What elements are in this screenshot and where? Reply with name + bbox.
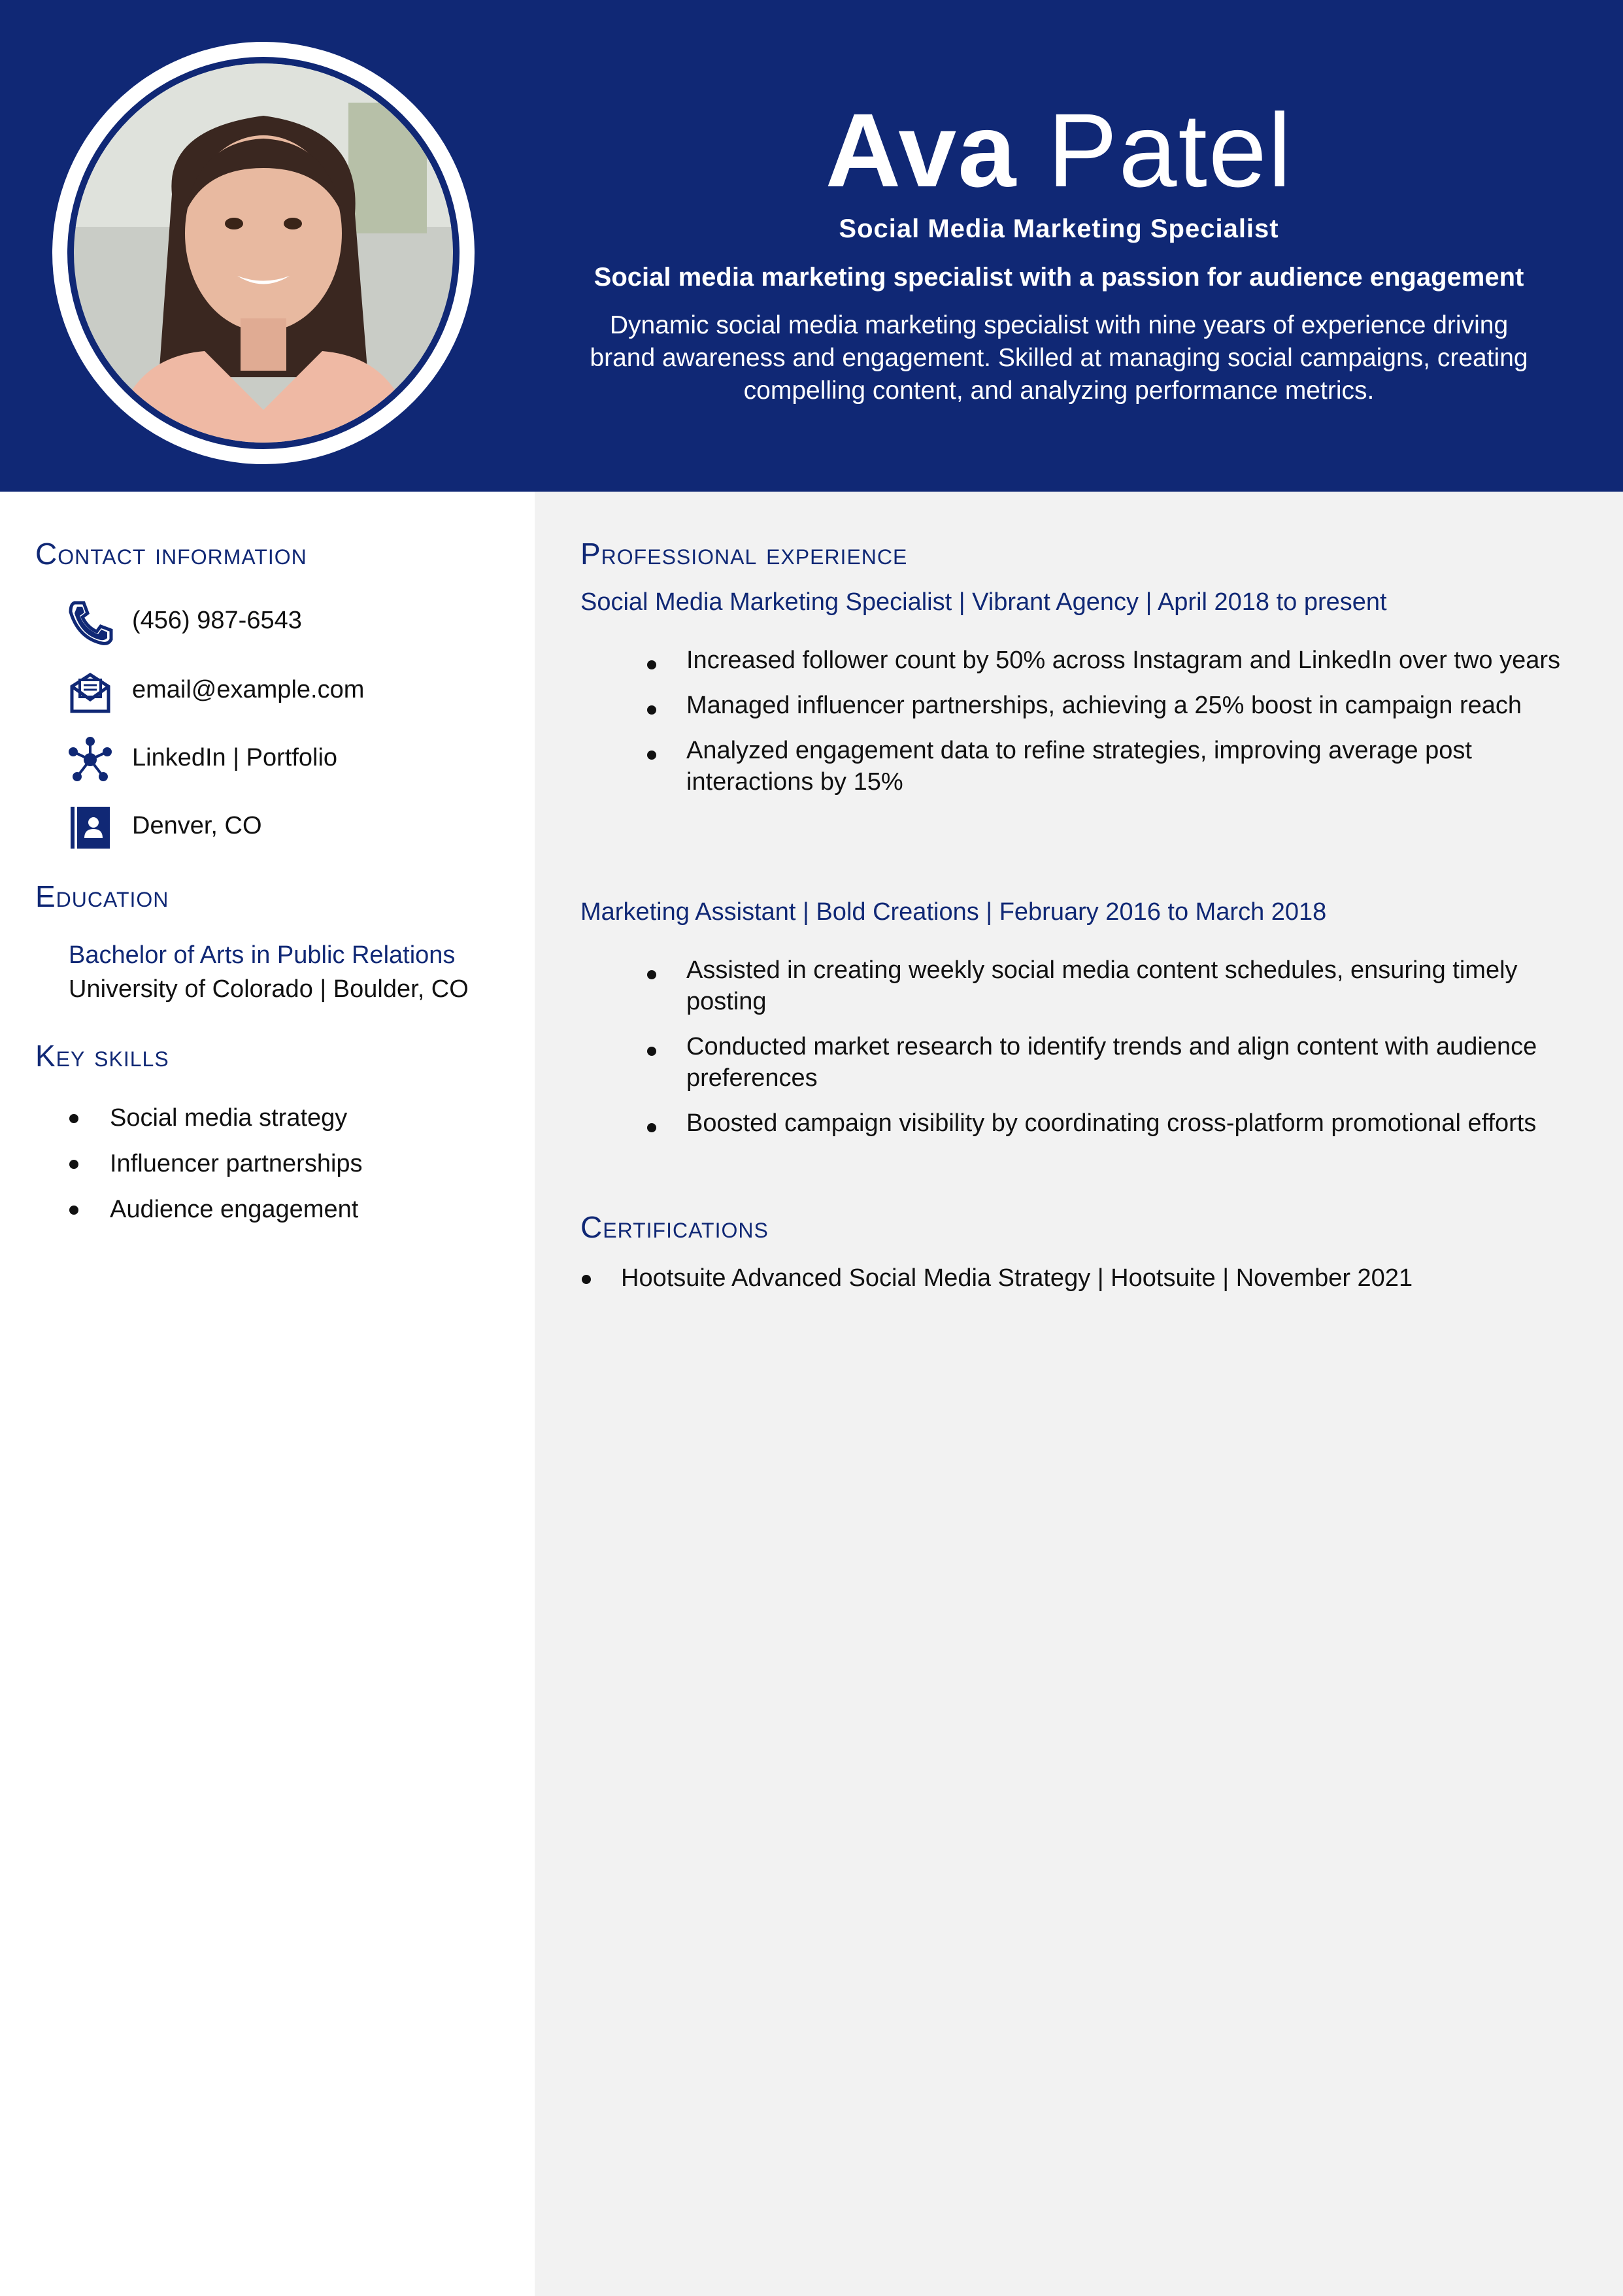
- job-bullet: Analyzed engagement data to refine strategies, improving average post interactions by 15%: [643, 735, 1571, 798]
- contact-phone: [65, 598, 523, 650]
- candidate-name: [588, 92, 1530, 209]
- job-heading: Social Media Marketing Specialist | Vibrant Agency | April 2018 to present: [580, 588, 1387, 616]
- job-bullets: [643, 954, 1571, 1153]
- location: Denver, CO: [132, 812, 262, 839]
- job-bullet: Managed influencer partnerships, achieving a 25% boost in campaign reach: [643, 690, 1571, 721]
- header-banner: [0, 0, 1623, 492]
- skill-item: Influencer partnerships: [65, 1144, 363, 1190]
- skill-item: Audience engagement: [65, 1190, 363, 1236]
- job-heading: Marketing Assistant | Bold Creations | February 2016 to March 2018: [580, 898, 1327, 926]
- envelope-icon: [65, 667, 115, 717]
- job-bullet: Conducted market research to identify trends and align content with audience preferences: [643, 1031, 1571, 1094]
- phone-icon: [65, 598, 115, 647]
- certifications-list: [578, 1259, 1413, 1297]
- contact-email: [65, 667, 523, 719]
- education-section-title: Education: [35, 879, 169, 913]
- profile-photo-frame: [52, 42, 475, 464]
- job-bullets: [643, 645, 1571, 811]
- skill-item: Social media strategy: [65, 1098, 363, 1144]
- job-title: Social Media Marketing Specialist: [839, 214, 1279, 243]
- job-bullet: Assisted in creating weekly social media content schedules, ensuring timely posting: [643, 954, 1571, 1017]
- profile-photo: [67, 57, 460, 449]
- education-school: University of Colorado | Boulder, CO: [69, 975, 469, 1003]
- first-name: Ava: [825, 92, 1018, 209]
- certifications-section-title: Certifications: [580, 1210, 769, 1244]
- profile-links[interactable]: LinkedIn | Portfolio: [132, 744, 338, 771]
- profile-photo-icon: [74, 63, 453, 443]
- job-bullet: Increased follower count by 50% across Instagram and LinkedIn over two years: [643, 645, 1571, 676]
- experience-section-title: Professional experience: [580, 537, 908, 571]
- tagline: Social media marketing specialist with a passion for audience engagement: [594, 263, 1524, 292]
- certification-item: Hootsuite Advanced Social Media Strategy | Hootsuite | November 2021: [578, 1259, 1413, 1297]
- job-bullet: Boosted campaign visibility by coordinating cross-platform promotional efforts: [643, 1107, 1571, 1139]
- skills-list: [65, 1098, 363, 1236]
- email-address[interactable]: email@example.com: [132, 676, 365, 703]
- contact-card-icon: [65, 803, 115, 853]
- network-icon: [65, 735, 115, 785]
- skills-section-title: Key skills: [35, 1039, 169, 1073]
- contact-links: [65, 735, 523, 787]
- contact-location: [65, 803, 523, 855]
- phone-number[interactable]: (456) 987-6543: [132, 607, 302, 634]
- education-degree: Bachelor of Arts in Public Relations: [69, 941, 456, 969]
- summary: Dynamic social media marketing specialist with nine years of experience driving brand awareness and engagement. Skilled at managing social campaigns, creating compelling content, and analyzing performance metrics.: [590, 311, 1528, 405]
- contact-section-title: Contact information: [35, 537, 307, 571]
- last-name: Patel: [1047, 92, 1293, 209]
